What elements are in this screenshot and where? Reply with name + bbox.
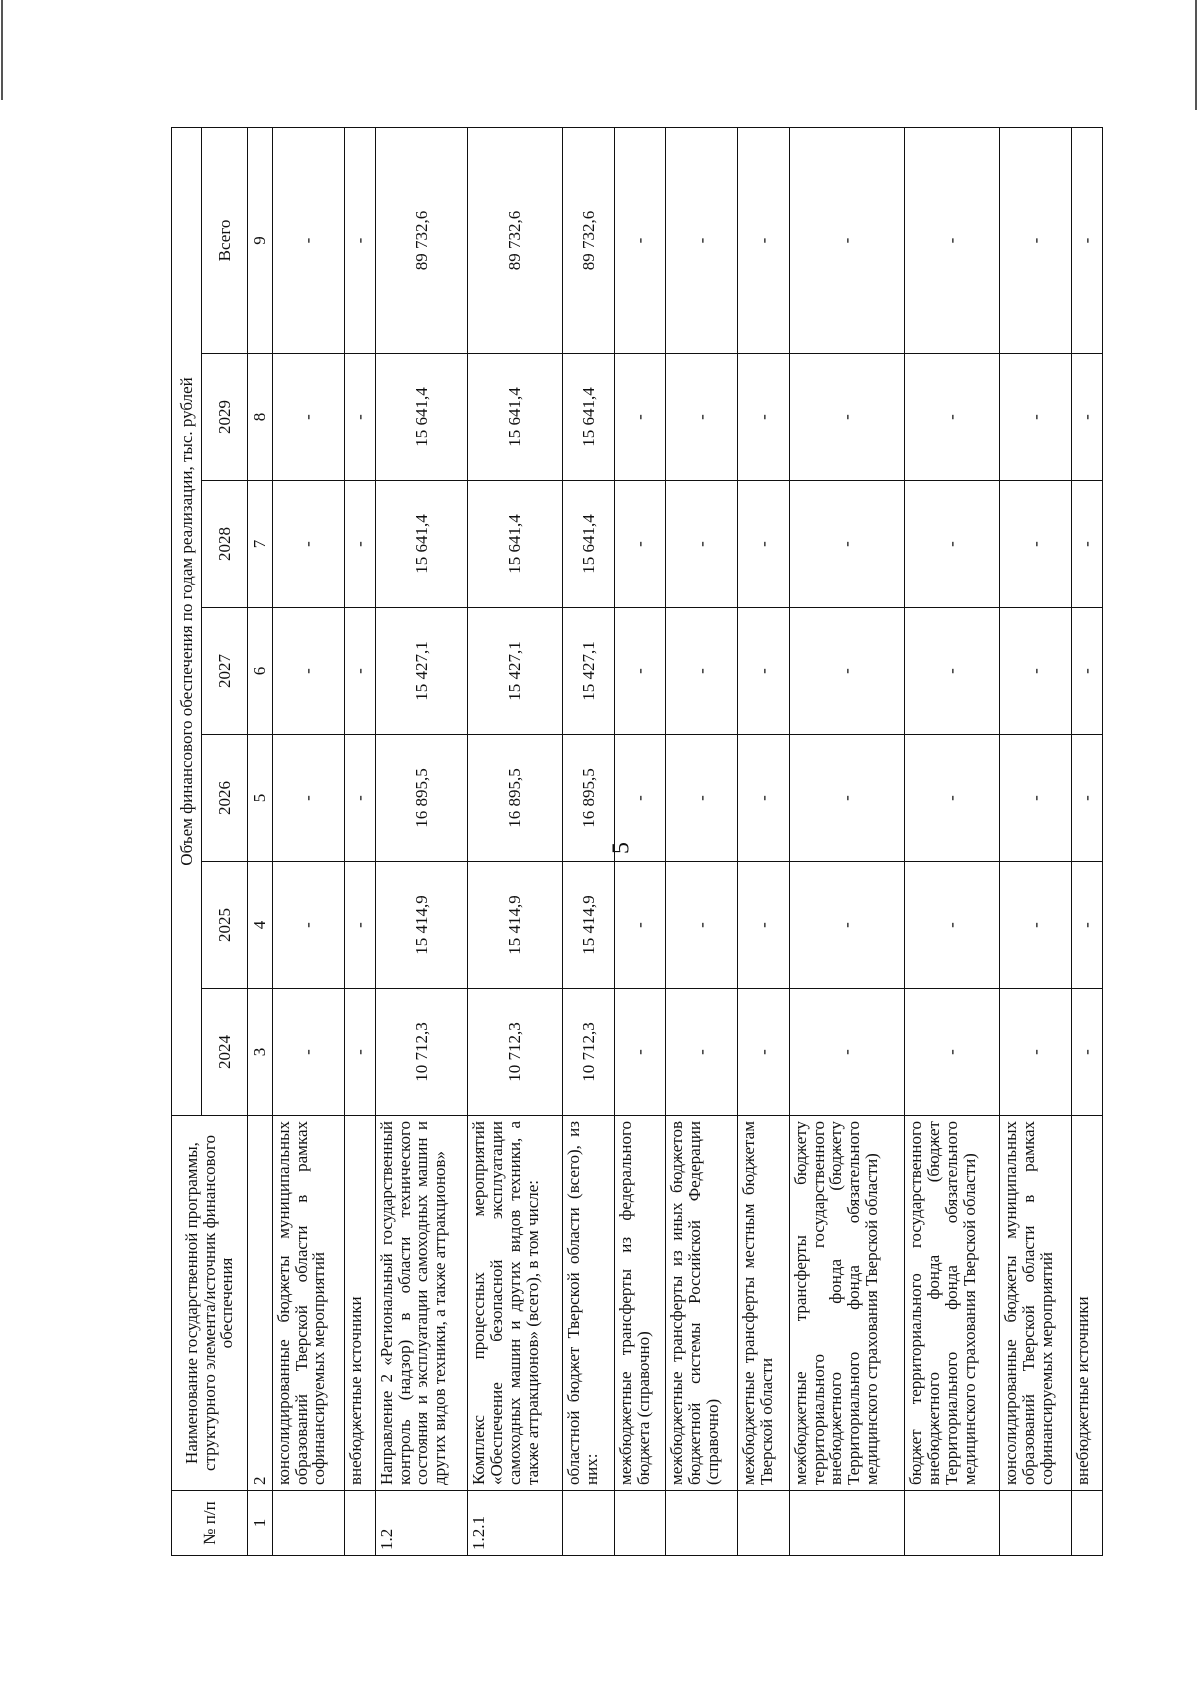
index-cell: 7 [248, 481, 273, 608]
value-2028: - [344, 481, 375, 608]
value-total: 89 732,6 [563, 127, 615, 353]
value-2024: - [999, 989, 1071, 1116]
value-2027: 15 427,1 [468, 608, 563, 735]
header-year-2024: 2024 [202, 989, 248, 1116]
value-2029: 15 641,4 [468, 354, 563, 481]
table-row [905, 127, 1000, 1555]
row-name: Комплекс процессных мероприятий «Обеспечение безопасной эксплуатации самоходных машин и других видов техники, а также аттракционов» (всего), в том числе: [468, 1116, 563, 1491]
row-number: 1.2 [375, 1491, 468, 1556]
value-2026: - [666, 735, 738, 862]
row-number [272, 1491, 344, 1556]
value-2027: - [614, 608, 666, 735]
value-2028: 15 641,4 [375, 481, 468, 608]
table-row [375, 127, 468, 1555]
table-row [666, 127, 738, 1555]
row-number [905, 1491, 1000, 1556]
row-name: межбюджетные трансферты местным бюджетам Тверской области [738, 1116, 790, 1491]
value-2027: - [905, 608, 1000, 735]
value-2028: - [999, 481, 1071, 608]
table-row [344, 127, 375, 1555]
value-2025: - [344, 862, 375, 989]
value-2027: - [789, 608, 904, 735]
header-year-2025: 2025 [202, 862, 248, 989]
row-name: межбюджетные трансферты бюджету территориального государственного внебюджетного фонда (бюджету Территориального фонда обязательного медицинского страхования Тверской области) [789, 1116, 904, 1491]
value-2025: - [666, 862, 738, 989]
row-number: 1.2.1 [468, 1491, 563, 1556]
value-2025: - [999, 862, 1071, 989]
value-2027: 15 427,1 [375, 608, 468, 735]
index-cell: 9 [248, 127, 273, 353]
value-2024: - [738, 989, 790, 1116]
header-year-2028: 2028 [202, 481, 248, 608]
value-2029: - [344, 354, 375, 481]
value-2026: - [738, 735, 790, 862]
value-2029: 15 641,4 [563, 354, 615, 481]
header-num: № п/п [172, 1491, 248, 1556]
value-2027: - [738, 608, 790, 735]
value-2029: - [272, 354, 344, 481]
value-total: - [905, 127, 1000, 353]
table-row [738, 127, 790, 1555]
value-2025: 15 414,9 [375, 862, 468, 989]
value-2028: - [614, 481, 666, 608]
value-2025: - [272, 862, 344, 989]
value-2024: - [1071, 989, 1102, 1116]
table-row [999, 127, 1071, 1555]
value-2024: - [905, 989, 1000, 1116]
value-2026: - [999, 735, 1071, 862]
row-number [1071, 1491, 1102, 1556]
table-row [789, 127, 904, 1555]
index-cell: 3 [248, 989, 273, 1116]
value-2025: 15 414,9 [563, 862, 615, 989]
value-2024: 10 712,3 [468, 989, 563, 1116]
value-2029: 15 641,4 [375, 354, 468, 481]
value-total: - [789, 127, 904, 353]
value-2028: - [272, 481, 344, 608]
value-2027: - [344, 608, 375, 735]
row-name: областной бюджет Тверской области (всего), из них: [563, 1116, 615, 1491]
value-2024: - [789, 989, 904, 1116]
value-2027: - [272, 608, 344, 735]
value-2025: - [789, 862, 904, 989]
value-2029: - [789, 354, 904, 481]
row-number [344, 1491, 375, 1556]
row-number [666, 1491, 738, 1556]
value-2029: - [905, 354, 1000, 481]
row-number [789, 1491, 904, 1556]
value-2028: - [789, 481, 904, 608]
value-2028: - [666, 481, 738, 608]
financing-table [171, 127, 1103, 1556]
value-total: - [344, 127, 375, 353]
value-2024: - [614, 989, 666, 1116]
value-2024: - [666, 989, 738, 1116]
index-cell: 8 [248, 354, 273, 481]
column-index-row [248, 127, 273, 1555]
index-cell: 1 [248, 1491, 273, 1556]
table-row [468, 127, 563, 1555]
index-cell: 6 [248, 608, 273, 735]
row-name: консолидированные бюджеты муниципальных образований Тверской области в рамках софинансируемых мероприятий [999, 1116, 1071, 1491]
page-number: 5 [608, 842, 635, 854]
value-2025: - [738, 862, 790, 989]
value-2026: 16 895,5 [563, 735, 615, 862]
row-number [563, 1491, 615, 1556]
value-2027: - [1071, 608, 1102, 735]
row-number [614, 1491, 666, 1556]
value-2027: 15 427,1 [563, 608, 615, 735]
row-name: межбюджетные трансферты из иных бюджетов бюджетной системы Российской Федерации (справочно) [666, 1116, 738, 1491]
value-total: 89 732,6 [468, 127, 563, 353]
index-cell: 4 [248, 862, 273, 989]
value-2026: 16 895,5 [375, 735, 468, 862]
value-2026: - [905, 735, 1000, 862]
value-2025: - [1071, 862, 1102, 989]
value-2024: - [272, 989, 344, 1116]
row-number [999, 1491, 1071, 1556]
row-name: внебюджетные источники [1071, 1116, 1102, 1491]
value-2028: - [905, 481, 1000, 608]
value-2025: 15 414,9 [468, 862, 563, 989]
header-year-2026: 2026 [202, 735, 248, 862]
row-name: Направление 2 «Региональный государственный контроль (надзор) в области технического состояния и эксплуатации самоходных машин и других видов техники, а также аттракционов» [375, 1116, 468, 1491]
row-number [738, 1491, 790, 1556]
table-row [1071, 127, 1102, 1555]
value-2029: - [1071, 354, 1102, 481]
row-name: бюджет территориального государственного внебюджетного фонда (бюджет Территориального фонда обязательного медицинского страхования Тверской области) [905, 1116, 1000, 1491]
table-row [272, 127, 344, 1555]
value-2025: - [905, 862, 1000, 989]
header-year-2029: 2029 [202, 354, 248, 481]
value-2025: - [614, 862, 666, 989]
value-2028: 15 641,4 [563, 481, 615, 608]
value-2026: 16 895,5 [468, 735, 563, 862]
value-total: - [1071, 127, 1102, 353]
row-name: консолидированные бюджеты муниципальных образований Тверской области в рамках софинансируемых мероприятий [272, 1116, 344, 1491]
value-2029: - [614, 354, 666, 481]
value-2026: - [1071, 735, 1102, 862]
value-2024: - [344, 989, 375, 1116]
header-name: Наименование государственной программы, структурного элемента/источник финансового обеспечения [172, 1116, 248, 1491]
value-2026: - [344, 735, 375, 862]
value-total: 89 732,6 [375, 127, 468, 353]
value-2028: - [738, 481, 790, 608]
value-2027: - [999, 608, 1071, 735]
header-total: Всего [202, 127, 248, 353]
value-2026: - [789, 735, 904, 862]
index-cell: 2 [248, 1116, 273, 1491]
value-2029: - [999, 354, 1071, 481]
value-total: - [999, 127, 1071, 353]
value-2027: - [666, 608, 738, 735]
value-total: - [614, 127, 666, 353]
index-cell: 5 [248, 735, 273, 862]
value-total: - [272, 127, 344, 353]
header-funding-group: Объем финансового обеспечения по годам реализации, тыс. рублей [172, 127, 202, 1115]
value-2026: - [614, 735, 666, 862]
value-2029: - [666, 354, 738, 481]
value-2029: - [738, 354, 790, 481]
row-name: внебюджетные источники [344, 1116, 375, 1491]
value-total: - [738, 127, 790, 353]
table-row [614, 127, 666, 1555]
table-row [563, 127, 615, 1555]
header-year-2027: 2027 [202, 608, 248, 735]
value-2028: 15 641,4 [468, 481, 563, 608]
value-2026: - [272, 735, 344, 862]
value-2024: 10 712,3 [563, 989, 615, 1116]
value-total: - [666, 127, 738, 353]
value-2028: - [1071, 481, 1102, 608]
row-name: межбюджетные трансферты из федерального бюджета (справочно) [614, 1116, 666, 1491]
value-2024: 10 712,3 [375, 989, 468, 1116]
